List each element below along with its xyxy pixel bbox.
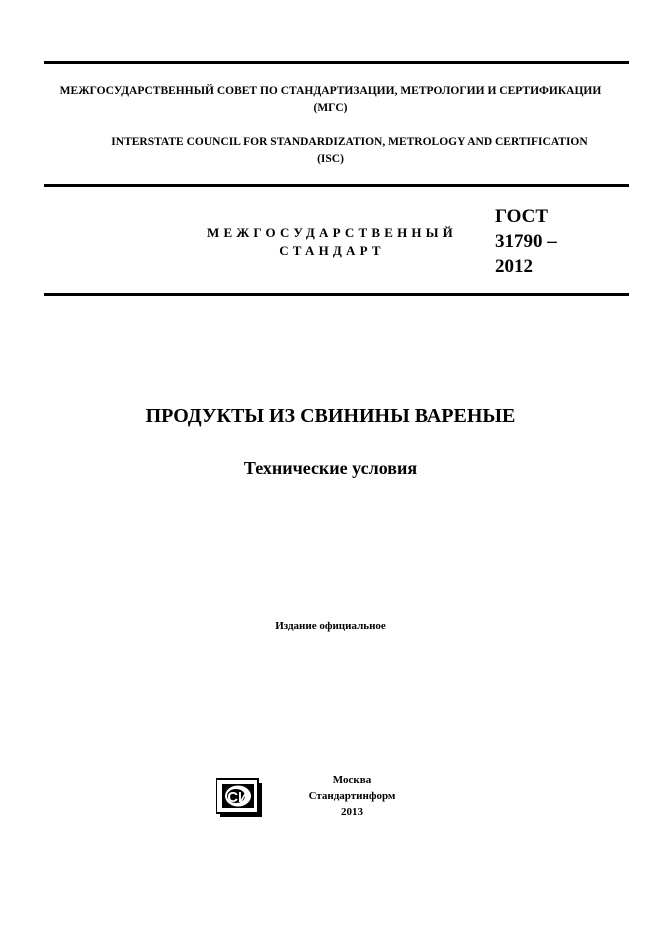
standartinform-logo-icon [216, 778, 268, 820]
document-title: ПРОДУКТЫ ИЗ СВИНИНЫ ВАРЕНЫЕ [145, 405, 516, 427]
council-name-en-line: INTERSTATE COUNCIL FOR STANDARDIZATION, METROLOGY AND CERTIFICATION [111, 136, 588, 148]
logo-lettering: СИ [227, 789, 249, 806]
document-subtitle: Технические условия [243, 458, 418, 478]
top-rule [44, 61, 629, 64]
publisher-name: Стандартинформ [308, 790, 396, 802]
standard-type-line1: МЕЖГОСУДАРСТВЕННЫЙ [207, 225, 457, 240]
edition-note: Издание официальное [275, 620, 386, 632]
council-name-ru [0, 83, 661, 117]
standard-code [495, 204, 557, 279]
council-name-ru-line: МЕЖГОСУДАРСТВЕННЫЙ СОВЕТ ПО СТАНДАРТИЗАЦИИ, МЕТРОЛОГИИ И СЕРТИФИКАЦИИ [59, 85, 602, 97]
standard-type-line2: СТАНДАРТ [279, 243, 385, 258]
publisher-city: Москва [332, 774, 372, 786]
council-abbr-ru: (МГС) [313, 102, 348, 114]
standard-code-line3: 2012 [495, 256, 533, 277]
publication-year: 2013 [341, 806, 363, 818]
standard-code-line1: ГОСТ [495, 206, 549, 227]
bottom-rule [44, 293, 629, 296]
standard-code-line2: 31790 – [495, 231, 557, 252]
publisher-block [290, 772, 414, 820]
council-name-en [0, 134, 661, 168]
middle-rule [44, 184, 629, 187]
council-abbr-en: (ISC) [317, 153, 344, 165]
standard-type-label [198, 224, 466, 260]
